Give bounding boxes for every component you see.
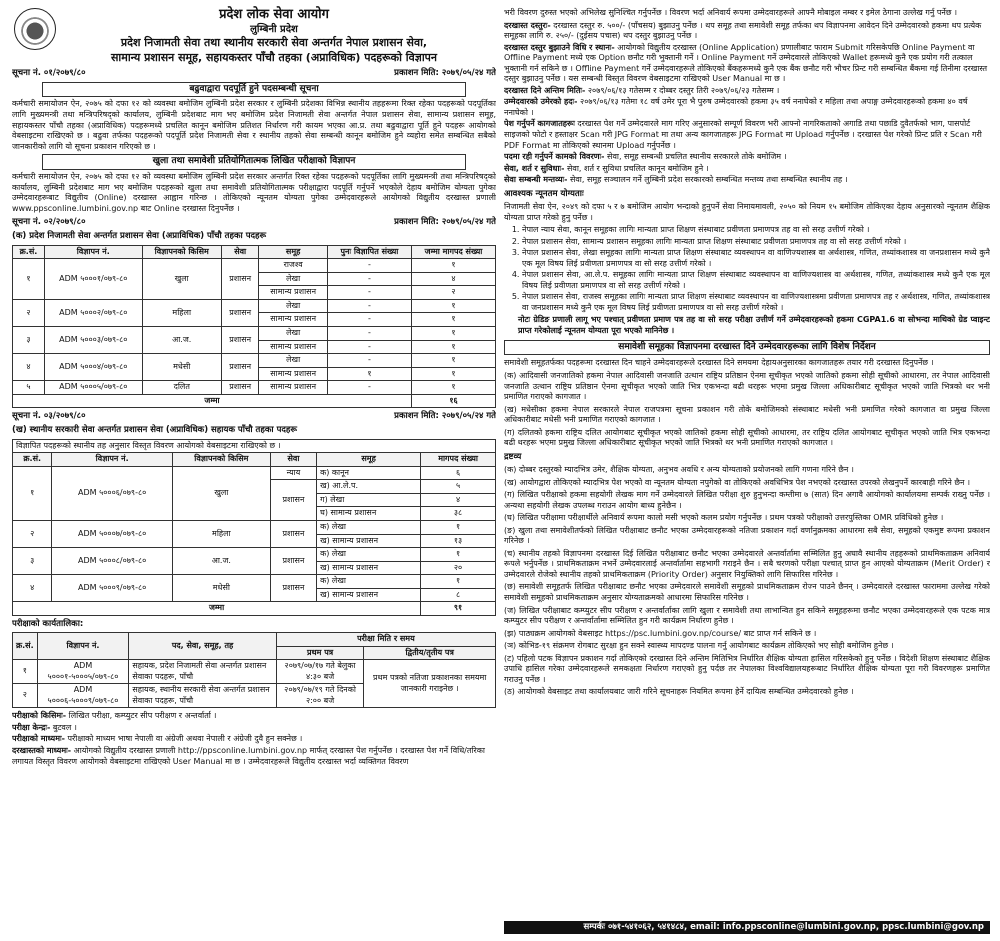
cell-req: १ xyxy=(412,313,496,327)
cell-type: खुला xyxy=(142,259,221,300)
cell-sn: १ xyxy=(13,466,52,520)
col-header: समूह xyxy=(317,453,421,467)
list-item: (ञ) कोभिड-१९ संक्रमण रोगबाट सुरक्षा हुन सक्ने स्वास्थ्य मापदण्ड पालना गर्नु आयोगबाट कार्यक्रम तोकिएको भए सोही बमोजिम हुनेछ । xyxy=(504,641,894,651)
cell-paper1: २०७९/०७/१९ गते दिनको २:०० बजे xyxy=(276,684,364,708)
list-item: 4. नेपाल प्रशासन सेवा, आ.ले.प. समूहका लागिः मान्यता प्राप्त शिक्षण संस्थाबाट व्यवस्थापन वा वाणिज्यशास्त्र वा अर्थशास्त्र, गणित, तथ्यांकशास्त्र मध्ये कुनै एक मूल विषय लिई प्रवीणता प्रमाणपत्र वा सो सरह उत्तीर्ण गरेको । xyxy=(522,270,990,291)
cell-req: १ xyxy=(412,381,496,395)
cell-re: - xyxy=(327,286,411,300)
col-header: पुनः विज्ञापित संख्या xyxy=(327,245,411,259)
cell-group: ख) सामान्य प्रशासन xyxy=(317,561,421,575)
notice-line-2 xyxy=(12,217,496,228)
col-header: प्रथम पत्र xyxy=(276,646,364,660)
cell-group: घ) सामान्य प्रशासन xyxy=(317,507,421,521)
info-value: सेवा, शर्त र सुविधा प्रचलित कानून बमोजिम हुने । xyxy=(567,163,709,173)
notice-date: प्रकाशन मिति: २०७९/०५/२४ गते xyxy=(394,217,496,228)
info-value: बुटवल । xyxy=(52,722,77,732)
cell-re: - xyxy=(327,381,411,395)
info-item xyxy=(504,175,990,186)
cell-sn: २ xyxy=(13,520,52,547)
cell-re: - xyxy=(327,272,411,286)
cell-ad: ADM ५०००९/०७९-८० xyxy=(52,575,172,602)
table-row xyxy=(13,299,496,313)
cell-req: १ xyxy=(412,340,496,354)
cell-group: राजश्व xyxy=(259,259,327,273)
col-header: सेवा xyxy=(221,245,259,259)
cell-post: सहायक, स्थानीय सरकारी सेवा अन्तर्गत प्रशासन सेवाका पदहरू, पाँचौ xyxy=(129,684,276,708)
info-item xyxy=(12,723,496,734)
col-header: विज्ञापनको किसिम xyxy=(142,245,221,259)
notice-no: सूचना नं. ०३/२०७९/८० xyxy=(12,411,86,422)
table-row xyxy=(13,466,496,480)
cell-group: ख) सामान्य प्रशासन xyxy=(317,534,421,548)
total-label: जम्मा xyxy=(13,602,421,616)
table1-title: (क) प्रदेश निजामती सेवा अन्तर्गत प्रशासन सेवा (अप्राविधिक) पाँचौ तहका पदहरू xyxy=(12,231,267,242)
cell-ad: ADM ५०००५/०७९-८० xyxy=(44,381,142,395)
cell-sn: १ xyxy=(13,660,38,684)
cell-sn: ४ xyxy=(13,575,52,602)
info-item xyxy=(504,152,990,163)
title-line-2: सामान्य प्रशासन समूह, सहायकस्तर पाँचौ तहका (अप्राविधिक) पदहरूको विज्ञापन xyxy=(110,50,438,64)
col-header: समूह xyxy=(259,245,327,259)
table2-title: (ख) स्थानीय सरकारी सेवा अन्तर्गत प्रशासन सेवा (अप्राविधिक) सहायक पाँचौ तहका पदहरू xyxy=(12,425,298,436)
cell-re: १ xyxy=(327,367,411,381)
total-value: १६ xyxy=(412,394,496,408)
list-item: (ग) दलितको हकमा राष्ट्रिय दलित आयोगबाट सूचीकृत भएको जातिको हकमा सोही सूचीको आधारमा, तर राष्ट्रिय दलित आयोगबाट सूचीकृत भएको जाति भित्र एकभन्दा बढी थरहरू भएमा प्रमुख जिल्ला अधिकारीबाट सूचीकृत भएको जाति भित्रको थर भनी प्रमाणित गराएको कागजात । xyxy=(504,427,990,448)
list-item: (च) स्थानीय तहको विज्ञापनमा दरखास्त दिई लिखित परीक्षाबाट छनौट भएका उम्मेदवारले अन्तर्वार्तामा सम्मिलित हुनु अघावै स्थानीय तहहरूको प्राथमिकताक्रम अनिवार्य रूपले भर्नुपर्नेछ । प्राथमिकताक्रम नभर्ने उम्मेदवारलाई अन्तर्वार्तामा सहभागी गराइने छैन । सबै चरणको परीक्षा पश्चात् प्राप्त हुन आएको योग्यताक्रम (Merit Order) र उम्मेदवारले रोजेको स्थानीय तहको प्राथमिकताक्रम (Priority Order) अनुसार नियुक्तिको लागि सिफारिस गरिनेछ । xyxy=(504,548,990,579)
info-key: दरखास्त दस्तुरः- xyxy=(504,20,551,30)
list-item: 5. नेपाल प्रशासन सेवा, राजस्व समूहका लागिः मान्यता प्राप्त शिक्षण संस्थाबाट व्यवस्थापन वा वाणिज्यशास्त्रमा प्रवीणता प्रमाणपत्र तह र अर्थशास्त्र, गणित, तथ्यांकशास्त्र वा जनप्रशासन मध्ये कुनै एक मूल विषय लिई प्रवीणता प्रमाणपत्र वा सो सरह उत्तीर्ण गरेको । xyxy=(522,292,990,313)
list-item: (झ) पाठ्यक्रम आयोगको वेबसाइट https://psc.lumbini.gov.np/course/ बाट प्राप्त गर्न सकिने छ । xyxy=(504,628,817,638)
total-value: ९१ xyxy=(421,602,496,616)
info-value: सेवा, समूह सञ्चालन गर्ने लुम्बिनी प्रदेश सरकारको सम्बन्धित मन्तव्य तथा सम्बन्धित स्थानीय तह । xyxy=(569,175,848,185)
cell-group: क) लेखा xyxy=(317,520,421,534)
cell-sn: ३ xyxy=(13,326,45,353)
info-key: दरखास्त दिने अन्तिम मितिः- xyxy=(504,85,586,95)
cell-group: सामान्य प्रशासन xyxy=(259,340,327,354)
province-name: लुम्बिनी प्रदेश xyxy=(250,24,298,36)
cell-type: दलित xyxy=(142,381,221,395)
info-key: दरखास्तको माध्यमः- xyxy=(12,745,72,755)
table-row xyxy=(13,548,496,562)
cell-group: सामान्य प्रशासन xyxy=(259,367,327,381)
org-name: प्रदेश लोक सेवा आयोग xyxy=(219,7,329,22)
info-key: दरखास्त दस्तुर बुझाउने विधि र स्थानः- xyxy=(504,42,615,52)
info-value: परीक्षाको माध्यम भाषा नेपाली वा अंग्रेजी अथवा नेपाली र अंग्रेजी दुवै हुन सक्नेछ । xyxy=(67,734,303,744)
cell-type: महिला xyxy=(142,299,221,326)
notice-no: सूचना नं. ०२/२०७९/८० xyxy=(12,217,86,228)
cell-group: लेखा xyxy=(259,354,327,368)
cell-ad: ADM ५०००१-५०००५/०७९-८० xyxy=(37,660,129,684)
col-header: मागपद संख्या xyxy=(421,453,496,467)
emblem-icon xyxy=(14,8,56,50)
col-header: सेवा xyxy=(270,453,316,467)
notice-date: प्रकाशन मिति: २०७९/०५/२४ गते xyxy=(394,68,496,79)
cell-group: क) लेखा xyxy=(317,548,421,562)
info-item xyxy=(504,97,990,118)
vacancy-table-1 xyxy=(12,245,496,409)
info-value: दरखास्त दस्तुर रु. ५००/- (पाँचसय) बुझाउनु पर्नेछ । थप समूह तथा समावेशी समूह तर्फका थप विज्ञापनमा आवेदन दिने उम्मेदवारको हकमा थप प्रत्येक समूहका लागि रु. २५०/- (दुईसय पचास) थप दस्तुर बुझाउनु पर्नेछ । xyxy=(504,20,982,41)
col-header: विज्ञापन नं. xyxy=(44,245,142,259)
cell-re: - xyxy=(327,354,411,368)
cell-req: १ xyxy=(412,259,496,273)
col-header: विज्ञापन नं. xyxy=(52,453,172,467)
info-key: सेवा सम्बन्धी मन्तव्यः- xyxy=(504,175,568,185)
notes-title: द्रष्टव्य xyxy=(504,451,522,462)
cell-re: - xyxy=(327,340,411,354)
left-column xyxy=(12,6,496,934)
left-info xyxy=(12,711,496,767)
info-key: परीक्षाको माध्यमः- xyxy=(12,734,65,744)
info-item xyxy=(12,746,496,767)
cell-re: - xyxy=(327,299,411,313)
col-header: विज्ञापन नं. xyxy=(37,633,129,660)
cell-req: ४ xyxy=(412,272,496,286)
cell-req: ४ xyxy=(421,493,496,507)
cell-group: लेखा xyxy=(259,326,327,340)
table-row xyxy=(13,381,496,395)
info-value: आयोगको विद्युतीय दरखास्त (Online Application) प्रणालीबाट फाराम Submit गरिसकेपछि Online Payment वा Offline Payment मध्ये एक Option छनौट गरी भुक्तानी गर्ने । Online Payment गर्ने उम्मेदवारले तोकिएको Wallet हरूमध्ये कुनै एक प्रयोग गरी तत्काल भुक्तानी गर्न सकिने छ । Offline Payment गर्ने उम्मेदवारहरूले तोकिएको बैंकहरूमध्ये कुनै एक बैंक छनौट गरी भौचर प्रिन्ट गरी सम्बन्धित बैंकमा गई तिनीमा दरखास्त दस्तुर बुझाउनु पर्नेछ । यस सम्बन्धी विस्तृत विवरण वेबसाइटमा राखिएको User Manual मा छ । xyxy=(504,42,988,84)
list-item: 3. नेपाल प्रशासन सेवा, लेखा समूहका लागिः मान्यता प्राप्त शिक्षण संस्थाबाट व्यवस्थापन वा वाणिज्यशास्त्र वा अर्थशास्त्र, गणित, तथ्यांकशास्त्र वा जनप्रशासन मध्ये कुनै एक मूल विषय लिई प्रवीणता प्रमाणपत्र वा सो सरह उत्तीर्ण गरेको । xyxy=(522,248,990,269)
cell-type: खुला xyxy=(172,466,270,520)
cell-service: प्रशासन xyxy=(221,299,259,326)
cell-sn: ३ xyxy=(13,548,52,575)
info-value: आयोगको विद्युतीय दरखास्त प्रणाली http://ppsconline.lumbini.gov.np मार्फत् दरखास्त पेश गर्नुपर्नेछ । दरखास्त पेश गर्ने विधि/तरिका लगायत विस्तृत विवरण आयोगको वेबसाइटमा राखिएको User Manual मा छ । उम्मेदवारहरूले विद्युतीय दरखास्त भर्दा व्यक्तिगत विवरण xyxy=(12,745,485,766)
cell-service: प्रशासन xyxy=(221,354,259,381)
inclusive-intro: समावेशी समूहतर्फका पदहरूमा दरखास्त दिन चाहने उम्मेदवारहरूले दरखास्त दिने समयमा देहायअनुसारका कागजातहरू तयार गरी दरखास्त दिनुपर्नेछ । xyxy=(504,358,934,368)
list-item: (ज) लिखित परीक्षाबाट कम्प्युटर सीप परीक्षण र अन्तर्वार्ताका लागि खुला र समावेशी तथा लाभान्वित हुन सकिने समूहहरूमा छनौट भएका उम्मेदवारहरूले एक पटक मात्र कम्प्युटर सीप परीक्षण र अन्तर्वार्तामा सम्मिलित हुन गरी कार्यक्रम निर्धारण हुनेछ । xyxy=(504,605,990,626)
cell-service: प्रशासन xyxy=(270,520,316,547)
cell-req: १ xyxy=(412,299,496,313)
cell-ad: ADM ५०००६-५०००९/०७९-८० xyxy=(37,684,129,708)
col-header: परीक्षा मिति र समय xyxy=(276,633,495,647)
promo-title: बढुवाद्वारा पदपूर्ति हुने पदसम्बन्धी सूचना xyxy=(42,82,466,98)
cell-req: १ xyxy=(412,354,496,368)
cell-req: २ xyxy=(412,286,496,300)
col-header: क्र.सं. xyxy=(13,245,45,259)
cell-group: सामान्य प्रशासन xyxy=(259,381,327,395)
cell-sn: १ xyxy=(13,259,45,300)
col-header: जम्मा मागपद संख्या xyxy=(412,245,496,259)
info-value: लिखित परीक्षा, कम्प्युटर सीप परीक्षण र अन्तर्वार्ता । xyxy=(68,711,217,721)
info-key: पदमा रही गर्नुपर्ने कामको विवरणः- xyxy=(504,152,605,162)
cell-req: १ xyxy=(412,367,496,381)
qualification-note: नोटः ग्रेडिङ प्रणाली लागू भए पश्चात् प्रवीणता प्रमाण पत्र तह वा सो सरह परीक्षा उत्तीर्ण गर्ने उम्मेदवारहरूको हकमा CGPA1.6 वा सोभन्दा माथिको ग्रेड प्वाइन्ट प्राप्त गरेकोलाई न्यूनतम योग्यता पूरा भएको मानिनेछ । xyxy=(518,315,990,335)
cell-req: ५ xyxy=(421,480,496,494)
cell-req: ६ xyxy=(421,466,496,480)
notice-date: प्रकाशन मिति: २०७९/०५/२४ गते xyxy=(394,411,496,422)
notice-no: सूचना नं. ०१/२०७९/८० xyxy=(12,68,86,79)
info-item xyxy=(504,86,990,97)
qualification-title: आवश्यक न्यूनतम योग्यताः xyxy=(504,188,584,199)
cell-req: २० xyxy=(421,561,496,575)
list-item: (ट) पहिलो पटक विज्ञापन प्रकाशन गर्दा तोकिएको दरखास्त दिने अन्तिम मितिभित्र निर्धारित शैक्षिक योग्यता हासिल गरिसकेको हुनु पर्नेछ । विदेशी शिक्षण संस्थाबाट शैक्षिक उपाधि हासिल गरेका उम्मेदवारहरूले समकक्षता निर्धारण गराएको हुनु पर्दछ तर नेपालका विश्वविद्यालयहरूबाट निर्धारित शैक्षिक योग्यता पूरा गरी विवरणहरू प्रमाणित गराउनु पर्नेछ । xyxy=(504,653,990,684)
list-item: 2. नेपाल प्रशासन सेवा, सामान्य प्रशासन समूहका लागिः मान्यता प्राप्त शिक्षण संस्थाबाट प्रवीणता प्रमाणपत्र तह वा सो सरह उत्तीर्ण गरेको । xyxy=(522,237,990,248)
info-item xyxy=(12,711,496,722)
info-value: २०७९/०६/१३ गतेसम्म र दोब्बर दस्तुर तिरी २०७९/०६/२३ गतेसम्म । xyxy=(587,85,780,95)
cell-type: मधेसी xyxy=(142,354,221,381)
cell-type: महिला xyxy=(172,520,270,547)
cell-sn: २ xyxy=(13,684,38,708)
cell-ad: ADM ५०००१/०७९-८० xyxy=(44,259,142,300)
cell-service: प्रशासन xyxy=(221,326,259,353)
cell-type: मधेसी xyxy=(172,575,270,602)
qualification-intro: निजामती सेवा ऐन, २०४९ को दफा ५ र ७ बमोजिम आयोग भन्दाको हुनुपर्ने सेवा निमायमावली, २०५० को नियम १५ बमोजिम तोकिएका देहाय अनुसारको न्यूनतम शैक्षिक योग्यता प्राप्त गरेको हुनु पर्नेछ । xyxy=(504,201,990,222)
right-column xyxy=(504,6,990,934)
cell-sn: ५ xyxy=(13,381,45,395)
cell-ad: ADM ५०००२/०७९-८० xyxy=(44,299,142,326)
contact-bar: सम्पर्कः ०७१-५४१०६२, ५४१४८४, email: info.ppsconline@lumbini.gov.np, ppsc.lumbini@gov.np xyxy=(504,921,990,934)
table-row xyxy=(13,660,496,684)
cell-group: क) लेखा xyxy=(317,575,421,589)
info-item xyxy=(504,164,990,175)
total-label: जम्मा xyxy=(13,394,412,408)
list-item: (छ) समावेशी समूहतर्फ लिखित परीक्षाबाट छनौट भएका उम्मेदवारले समावेशी समूहको प्राथमिकताक्रम रोज्न पाउने छैनन् । उम्मेदवारले दरखास्त फाराममा उल्लेख गरेको समावेशी समूहको प्राथमिकताक्रम अनुसार योग्यताक्रमको आधारमा सिफारिस गरिनेछ । xyxy=(504,582,990,603)
top-text: भरी विवरण दुरुस्त भएको अभिलेख सुनिश्चित गर्नुपर्नेछ । विवरण भर्दा अनिवार्य रूपमा उम्मेदवारहरूले आफ्नै मोबाइल नम्बर र इमेल ठेगाना उल्लेख गर्नु पर्नेछ । xyxy=(504,8,958,17)
cell-group: सामान्य प्रशासन xyxy=(259,286,327,300)
notes-list xyxy=(504,465,990,698)
list-item: (क) दोब्बर दस्तुरको म्यादभित्र उमेर, शैक्षिक योग्यता, अनुभव अवधि र अन्य योग्यताको प्रयोजनको लागि गणना गरिने छैन । xyxy=(504,465,854,474)
col-header: द्वितीय/तृतीय पत्र xyxy=(364,646,496,660)
cell-group: ग) लेखा xyxy=(317,493,421,507)
table-row xyxy=(13,326,496,340)
total-row xyxy=(13,394,496,408)
qualification-list xyxy=(504,225,990,313)
info-item xyxy=(12,734,496,745)
cell-re: - xyxy=(327,326,411,340)
info-value: २०७९/०६/१३ गतेमा १८ वर्ष उमेर पूरा भै पुरुष उम्मेदवारको हकमा ३५ वर्ष ननाघेको र महिला तथा अपाङ्ग उम्मेदवारहरूको हकमा ४० वर्ष ननाघेको । xyxy=(504,97,968,117)
list-item: (ग) लिखित परीक्षाको हकमा सहयोगी लेखक माग गर्ने उम्मेदवारले लिखित परीक्षा शुरु हुनुभन्दा कम्तीमा ७ (सात) दिन अगावै आयोगको कार्यालयमा सम्पर्क राख्नु पर्नेछ । अन्यथा सहयोगी लेखक उपलब्ध गराउन आयोग बाध्य हुनेछैन । xyxy=(504,490,990,510)
cell-service: प्रशासन xyxy=(270,575,316,602)
info-item xyxy=(504,119,990,151)
cell-service: प्रशासन xyxy=(221,259,259,300)
table-row xyxy=(13,575,496,589)
cell-service: प्रशासन xyxy=(270,548,316,575)
header xyxy=(12,6,496,65)
promo-text: कर्मचारी समायोजन ऐन, २०७५ को दफा १२ को व्यवस्था बमोजिम लुम्बिनी प्रदेश सरकार र लुम्बिनी प्रदेशका विभिन्न स्थानीय तहहरूमा रिक्त रहेका पदहरूको पदपूर्तिका लागि मुख्यमन्त्री तथा मन्त्रिपरिषद्को कार्यालय, लुम्बिनी प्रदेशबाट माग भए बमोजिम प्रदेश निजामती सेवा अन्तर्गत नेपाल प्रशासन सेवा, सामान्य प्रशासन समूह, सहायकस्तर पाँचौ तहका (अप्राविधिक) पदहरूमध्ये प्रचलित कानून बमोजिम प्रतिशत निर्धारण गरी कायम भएका आ.प्र. तथा बढुवाद्वारा पूर्ति हुने पदहरू आयोगको वेबसाइटमा राखिएको छ । बढुवा तर्फका पदहरूको पदपूर्ति प्रदेश निजामती सेवा र स्थानीय तहको सेवा सम्बन्धी कानून बमोजिम हुने व्यहोरा समेत सम्बन्धित सबैको जानकारीको लागि यो सूचना प्रकाशन गरिएको छ । xyxy=(12,99,496,151)
cell-group: लेखा xyxy=(259,299,327,313)
vacancy-table-2 xyxy=(12,452,496,616)
cell-ad: ADM ५०००८/०७९-८० xyxy=(52,548,172,575)
cell-req: ८ xyxy=(421,588,496,602)
list-item: (क) आदिवासी जनजातिको हकमा नेपाल आदिवासी जनजाति उत्थान राष्ट्रिय प्रतिष्ठान ऐनमा सूचीकृत भएको जातिको हकमा सोही सूचीको आधारमा, तर नेपाल आदिवासी जनजाति उत्थान राष्ट्रिय प्रतिष्ठान ऐनमा सूचीकृत भएको जाति भित्र एकभन्दा बढी थरहरू भएमा प्रमुख जिल्ला अधिकारीबाट सूचीकृत भएको जाति भित्रको थर भनी प्रमाणित गराएको कागजात । xyxy=(504,370,990,402)
schedule-table xyxy=(12,632,496,708)
list-item: (ख) आयोगद्वारा तोकिएको म्यादभित्र पेश भएको वा न्यूनतम योग्यता नपुगेको वा तोकिएको अवधिभित्र पेश नभएको दरखास्त उपरको लेखनुपर्ने कारबाही गरिने छैन । xyxy=(504,477,971,487)
info-key: सेवा, शर्त र सुविधाः- xyxy=(504,163,565,173)
info-key: परीक्षा केन्द्रः- xyxy=(12,722,51,732)
table2-note: विज्ञापित पदहरूको स्थानीय तह अनुसार विस्तृत विवरण आयोगको वेबसाइटमा राखिएको छ । xyxy=(12,439,496,453)
cell-service: न्याय xyxy=(270,466,316,480)
cell-group: ख) आ.ले.प. xyxy=(317,480,421,494)
info-key: परीक्षाको किसिमः- xyxy=(12,711,67,721)
info-key: पेश गर्नुपर्ने कागजातहरूः xyxy=(504,119,575,129)
cell-paper1: २०७९/०७/१७ गते बेलुका ४:३० बजे xyxy=(276,660,364,684)
table-row xyxy=(13,354,496,368)
cell-req: १ xyxy=(421,575,496,589)
title-line-1: प्रदेश निजामती सेवा तथा स्थानीय सरकारी सेवा अन्तर्गत नेपाल प्रशासन सेवा, xyxy=(120,36,428,50)
total-row xyxy=(13,602,496,616)
notice-line-1 xyxy=(12,68,496,79)
cell-service: प्रशासन xyxy=(221,381,259,395)
schedule-title: परीक्षाको कार्यतालिका: xyxy=(12,618,84,629)
list-item: (ख) मधेसीका हकमा नेपाल सरकारले नेपाल राजपत्रमा सूचना प्रकाशन गरी तोके बमोजिमको संस्थाबाट मधेसी भनी प्रमाणित गरेको कागजात वा प्रमुख जिल्ला अधिकारीबाट मधेसी भनी प्रमाणित गराएको कागजात । xyxy=(504,404,990,425)
notice-line-3 xyxy=(12,411,496,422)
cell-service: प्रशासन xyxy=(270,480,316,521)
cell-paper2: प्रथम पत्रको नतिजा प्रकाशनका समयमा जानकारी गराइनेछ । xyxy=(364,660,496,708)
cell-ad: ADM ५०००४/०७९-८० xyxy=(44,354,142,381)
cell-group: क) कानून xyxy=(317,466,421,480)
cell-sn: ४ xyxy=(13,354,45,381)
cell-group: ख) सामान्य प्रशासन xyxy=(317,588,421,602)
cell-req: १ xyxy=(421,520,496,534)
list-item: (ङ) खुला तथा समावेशीतर्फको लिखित परीक्षाबाट छनौट भएका उम्मेदवारहरूको नतिजा प्रकाशन गर्दा वर्णानुक्रमका आधारमा सबै सेवा, समूहको एकमुष्ट रूपमा प्रकाशन गरिनेछ । xyxy=(504,525,990,546)
col-header: पद, सेवा, समूह, तह xyxy=(129,633,276,660)
cell-req: १ xyxy=(421,548,496,562)
open-text: कर्मचारी समायोजन ऐन, २०७५ को दफा १२ को व्यवस्था बमोजिम लुम्बिनी प्रदेश सरकार अन्तर्गत रिक्त रहेका पदहरूको पदपूर्तिका लागि मुख्यमन्त्री तथा मन्त्रिपरिषद्को कार्यालय, लुम्बिनी प्रदेशबाट माग भए बमोजिम पदहरूको खुला तथा समावेशी प्रतियोगितात्मक परीक्षाद्वारा पदपूर्ति गर्नुपर्ने भएकोले देहाय बमोजिम योग्यता पुगेका उम्मेदवारहरूबाट विद्युतीय (Online) दरखास्त आह्वान गरिन्छ । तोकिएको न्यूनतम योग्यता पुगेका उम्मेदवारहरूले आयोगको विद्युतीय दरखास्त प्रणाली www.ppsconline.lumbini.gov.np बाट Online दरखास्त दिनुपर्नेछ । xyxy=(12,172,496,213)
cell-re: - xyxy=(327,313,411,327)
list-item: (घ) लिखित परीक्षामा परीक्षार्थीले अनिवार्य रूपमा कालो मसी भएको कलम प्रयोग गर्नुपर्नेछ । प्रथम पत्रको परीक्षाको उत्तरपुस्तिका OMR प्रविधिको हुनेछ । xyxy=(504,513,944,523)
info-item xyxy=(504,21,990,42)
cell-req: १ xyxy=(412,326,496,340)
info-key: उम्मेदवारको उमेरको हदः- xyxy=(504,97,578,107)
cell-group: लेखा xyxy=(259,272,327,286)
cell-post: सहायक, प्रदेश निजामती सेवा अन्तर्गत प्रशासन सेवाका पदहरू, पाँचौ xyxy=(129,660,276,684)
col-header: क्र.सं. xyxy=(13,453,52,467)
cell-req: १३ xyxy=(421,534,496,548)
info-value: दरखास्त पेश गर्ने उम्मेदवारले माग गरिए अनुसारको सम्पूर्ण विवरण भरी आफ्नो नागरिकताको अगाडि तथा पछाडि दुवैतर्फको भाग, पासपोर्ट साइजको फोटो र हस्ताक्षर Scan गरी JPG Format मा तथा अन्य कागजातहरू JPG Format मा Upload गर्नुपर्नेछ । दरखास्त पेश गरेको प्रिन्ट प्रति र Scan गरी PDF Format मा तोकिएको स्थानमा Upload गर्नुपर्नेछ । xyxy=(504,119,982,150)
open-title: खुला तथा समावेशी प्रतियोगितात्मक लिखित परीक्षाको विज्ञापन xyxy=(42,154,466,170)
cell-group: सामान्य प्रशासन xyxy=(259,313,327,327)
cell-sn: २ xyxy=(13,299,45,326)
inclusive-title: समावेशी समूहका विज्ञापनमा दरखास्त दिने उम्मेदवारहरूका लागि विशेष निर्देशन xyxy=(504,340,990,356)
cell-type: आ.ज. xyxy=(172,548,270,575)
table-row xyxy=(13,520,496,534)
list-item: 1. नेपाल न्याय सेवा, कानून समूहका लागिः मान्यता प्राप्त शिक्षण संस्थाबाट प्रवीणता प्रमाणपत्र तह वा सो सरह उत्तीर्ण गरेको । xyxy=(522,225,990,236)
info-value: सेवा, समूह सम्बन्धी प्रचलित स्थानीय सरकारले तोके बमोजिम । xyxy=(607,152,787,162)
table-row xyxy=(13,259,496,273)
cell-re: - xyxy=(327,259,411,273)
cell-type: आ.ज. xyxy=(142,326,221,353)
col-header: क्र.सं. xyxy=(13,633,38,660)
col-header: विज्ञापनको किसिम xyxy=(172,453,270,467)
info-item xyxy=(504,43,990,85)
cell-req: ३८ xyxy=(421,507,496,521)
cell-ad: ADM ५०००३/०७९-८० xyxy=(44,326,142,353)
list-item: (ठ) आयोगको वेबसाइट तथा कार्यालयबाट जारी गरिने सूचनाहरू नियमित रूपमा हेर्ने दायित्व सम्बन्धित उम्मेदवारको हुनेछ । xyxy=(504,687,854,697)
cell-ad: ADM ५०००६/०७९-८० xyxy=(52,466,172,520)
cell-ad: ADM ५०००७/०७९-८० xyxy=(52,520,172,547)
